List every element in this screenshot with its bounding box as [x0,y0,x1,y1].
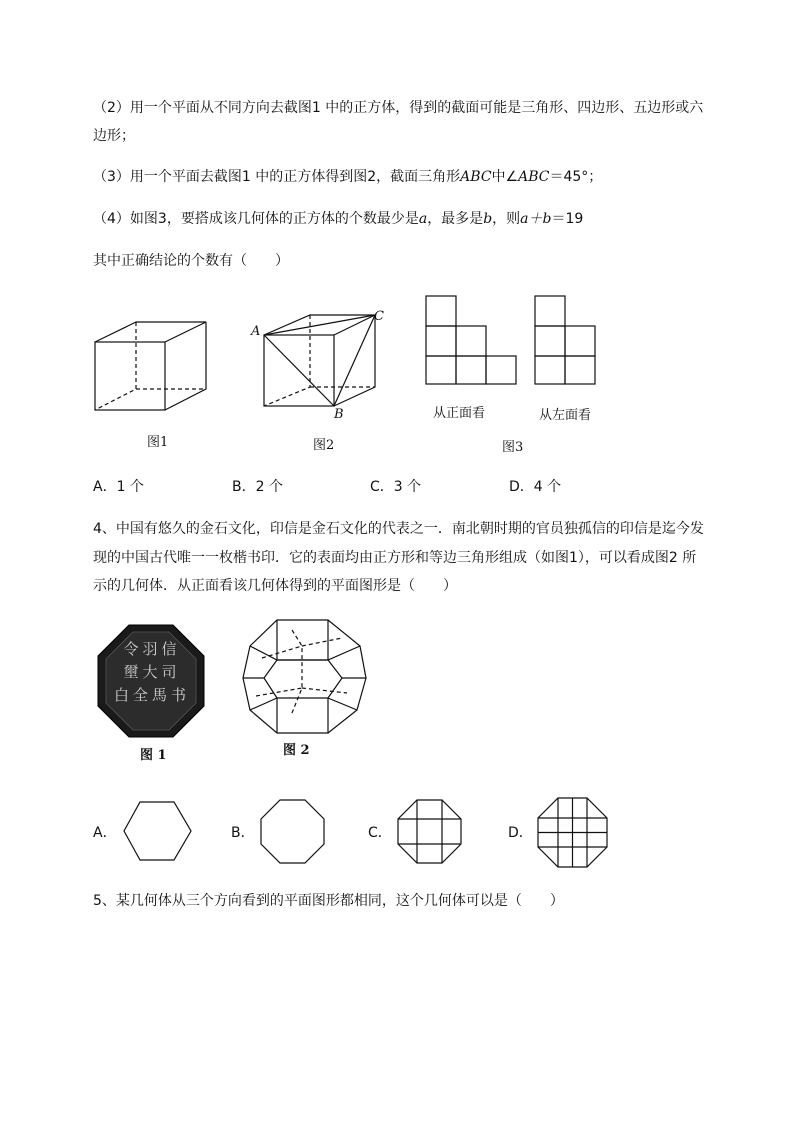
q3-fig2-label-b: B [334,407,344,422]
q4-line3: 示的几何体．从正面看该几何体得到的平面图形是（ ） [93,578,457,594]
seal-glyph: 司 [161,663,181,681]
q3-s3-text: （3）用一个平面去截图1 中的正方体得到图2，截面三角形 [93,169,461,185]
q3-fig3-caption: 图3 [502,440,524,455]
q3-fig3-left-view [534,295,596,385]
seal-glyph: 白 [113,686,133,704]
seal-glyph: 书 [171,686,191,704]
seal-glyph: 全 [132,686,152,704]
q3-statement-2-line1: （2）用一个平面从不同方向去截图1 中的正方体，得到的截面可能是三角形、四边形、五边形或六 [93,100,704,116]
q4-fig2-caption: 图 2 [283,743,310,758]
q4-option-a-hexagon[interactable] [123,801,193,863]
q4-line1: 4、中国有悠久的金石文化，印信是金石文化的代表之一．南北朝时期的官员独孤信的印信是迄今发 [93,521,704,537]
q3-s4-text-b: ，最多是 [427,211,484,227]
q3-s4-expr: a＋b [520,211,552,227]
seal-glyph: 信 [161,640,181,658]
q3-statement-4 [93,209,583,229]
q3-front-view-label: 从正面看 [433,406,486,421]
q3-s3-abc-angle: ABC [518,169,550,185]
seal-glyph: 令 [123,640,143,658]
q3-fig1-caption: 图1 [147,435,169,450]
seal-glyph: 壐 [123,663,143,681]
q3-s4-text-d: ＝19 [551,211,584,227]
q4-option-b-label[interactable]: B． [231,825,255,841]
q3-fig3-front-view [425,295,517,385]
q3-s4-text: （4）如图3，要搭成该几何体的正方体的个数最少是 [93,211,419,227]
q4-option-c-octagon-grid[interactable] [397,799,463,865]
q3-option-b[interactable]: B．2 个 [232,479,283,495]
q4-option-a-label[interactable]: A． [93,825,117,841]
q4-seal-image [97,624,205,738]
q5-line1: 5、某几何体从三个方向看到的平面图形都相同，这个几何体可以是（ ） [93,893,564,909]
q3-fig2-caption: 图2 [313,438,335,453]
q3-option-d[interactable]: D．4 个 [509,479,562,495]
q3-s4-var-b: b [483,211,493,227]
q3-s4-text-c: ，则 [492,211,521,227]
q3-s4-var-a: a [418,211,428,227]
q3-statement-3 [93,167,602,187]
q3-left-view-label: 从左面看 [539,408,592,423]
q3-question: 其中正确结论的个数有（ ） [93,253,289,269]
seal-glyph: 大 [142,663,162,681]
q4-option-b-octagon[interactable] [260,799,326,865]
q4-line2: 现的中国古代唯一一枚楷书印．它的表面均由正方形和等边三角形组成（如图1），可以看成图2 所 [93,550,697,566]
q3-s3-abc: ABC [460,169,492,185]
q3-s3-text-b: 中∠ [491,169,519,185]
q3-option-a[interactable]: A．1 个 [93,479,144,495]
q3-option-c[interactable]: C．3 个 [370,479,422,495]
q4-option-c-label[interactable]: C． [368,825,392,841]
q4-option-d-label[interactable]: D． [508,825,533,841]
q3-s3-text-c: ＝45°； [549,169,603,185]
seal-glyph: 羽 [142,640,162,658]
q3-fig2-label-c: C [374,309,384,324]
q3-fig2-cube-section [262,313,382,413]
seal-glyph: 馬 [152,686,172,704]
q4-option-d-octagon-cross[interactable] [537,797,609,869]
q3-fig1-cube [93,320,213,415]
q4-fig2-solid [242,618,367,738]
q4-fig1-caption: 图 1 [140,748,167,763]
q3-statement-2-line2: 边形； [93,128,135,144]
q3-fig2-label-a: A [251,324,261,339]
